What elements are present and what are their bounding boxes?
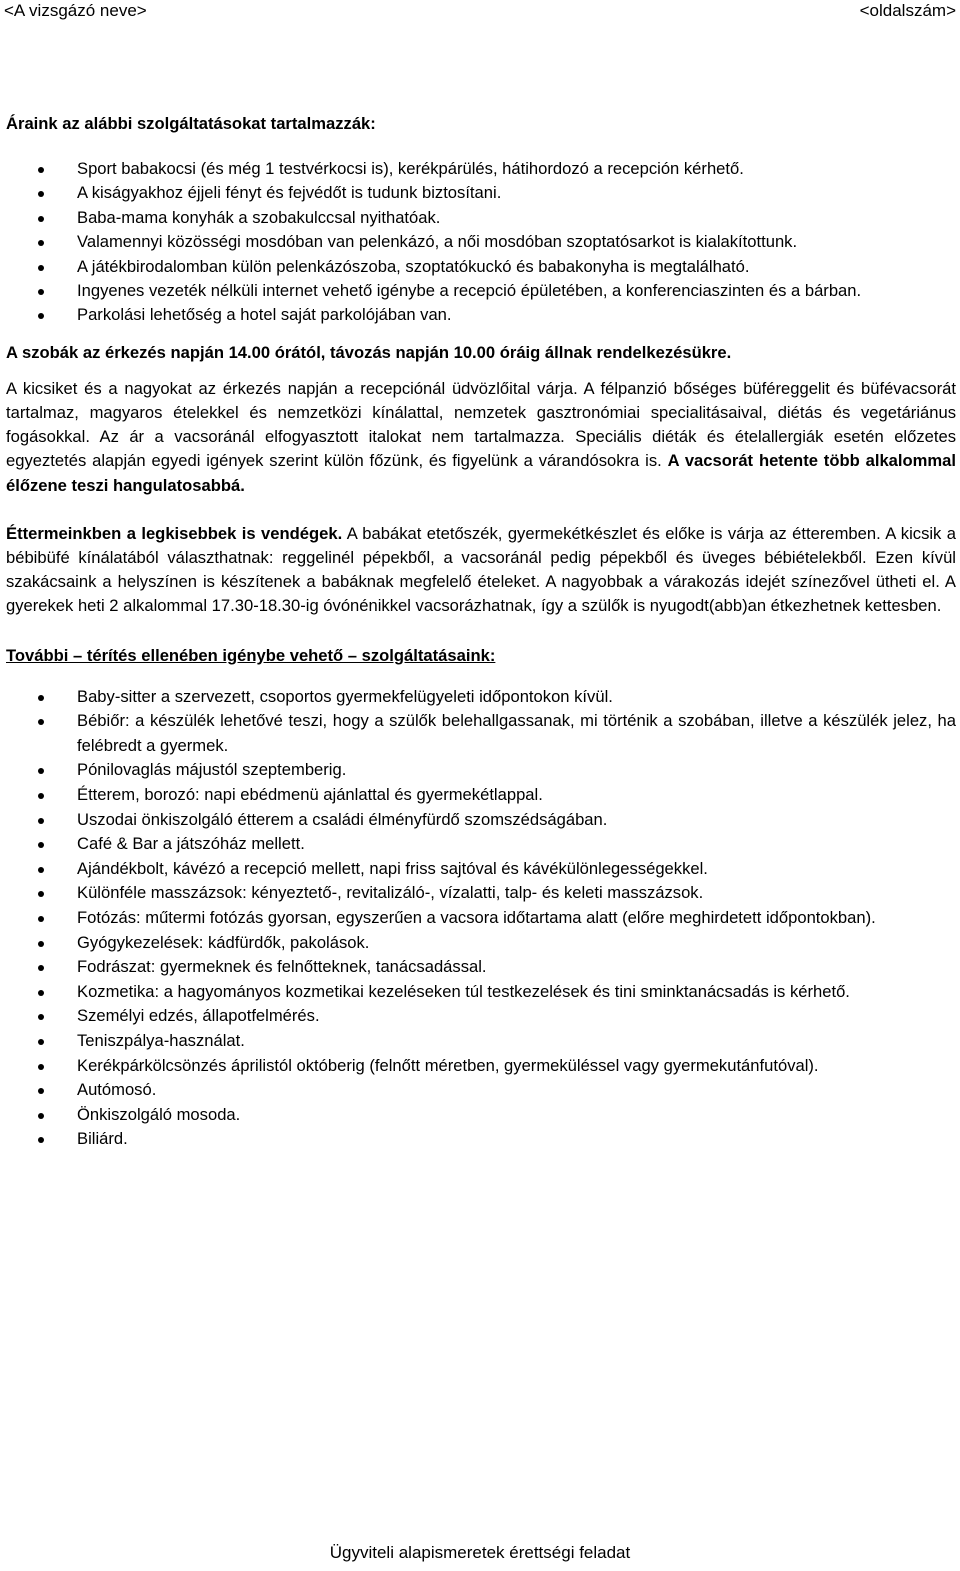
bullet-icon (38, 313, 44, 319)
page-footer: Ügyviteli alapismeretek érettségi feladat (329, 1543, 631, 1562)
list-item (6, 881, 956, 906)
list-item-text: A kiságyakhoz éjjeli fényt és fejvédőt is tudunk biztosítani. (77, 183, 502, 203)
list-item-text: Valamennyi közösségi mosdóban van pelenkázó, a női mosdóban szoptatósarkot is kialakítottunk. (77, 232, 798, 252)
list-item (6, 808, 956, 833)
list-item (6, 709, 956, 758)
page-number-placeholder: <oldalszám> (859, 1, 956, 20)
list-item-text: Café & Bar a játszóház mellett. (77, 834, 305, 854)
list-item-text: Bébiőr: a készülék lehetővé teszi, hogy a szülők belehallgassanak, mi történik a szobában, illetve a készülék jelez, ha felébredt a gyermek. (77, 711, 956, 755)
list-item (6, 230, 956, 254)
bullet-icon (38, 867, 44, 873)
bullet-icon (38, 818, 44, 824)
list-item-text: Kerékpárkölcsönzés áprilistól októberig (felnőtt méretben, gyermeküléssel vagy gyermekutánfutóval). (77, 1055, 819, 1075)
bullet-icon (38, 842, 44, 848)
bullet-icon (38, 1064, 44, 1070)
bullet-icon (38, 216, 44, 222)
list-item (6, 279, 956, 303)
bullet-icon (38, 891, 44, 897)
list-item (6, 980, 956, 1005)
bullet-icon (38, 916, 44, 922)
list-item (6, 255, 956, 279)
list-item-text: Teniszpálya-használat. (77, 1030, 245, 1050)
bullet-icon (38, 1113, 44, 1119)
list-item (6, 955, 956, 980)
list-item (6, 1127, 956, 1152)
list-item-text: Sport babakocsi (és még 1 testvérkocsi is), kerékpárülés, hátihordozó a recepción kérhető. (77, 159, 744, 178)
included-services-heading: Áraink az alábbi szolgáltatásokat tartalmazzák: (6, 114, 376, 133)
checkin-checkout-note: A szobák az érkezés napján 14.00 órától, távozás napján 10.00 óráig állnak rendelkezésükre. (6, 342, 732, 362)
list-item (6, 857, 956, 882)
list-item-text: Gyógykezelések: kádfürdők, pakolások. (77, 932, 370, 952)
list-item-text: Baba-mama konyhák a szobakulccsal nyithatóak. (77, 207, 441, 227)
list-item (6, 931, 956, 956)
list-item (6, 758, 956, 783)
bullet-icon (38, 1088, 44, 1094)
list-item-text: Kozmetika: a hagyományos kozmetikai kezeléseken túl testkezelések és tini sminktanácsadás is kérhető. (77, 981, 850, 1001)
list-item-text: A játékbirodalomban külön pelenkázószoba, szoptatókuckó és babakonyha is megtalálható. (77, 256, 750, 276)
included-services-list (6, 157, 956, 328)
bullet-icon (38, 1014, 44, 1020)
list-item (6, 783, 956, 808)
list-item-text: Fodrászat: gyermeknek és felnőtteknek, tanácsadással. (77, 957, 487, 977)
list-item (6, 1004, 956, 1029)
list-item-text: Baby-sitter a szervezett, csoportos gyermekfelügyeleti időpontokon kívül. (77, 686, 613, 706)
list-item-text: Ajándékbolt, kávézó a recepció mellett, napi friss sajtóval és kávékülönlegességekkel. (77, 858, 708, 878)
bullet-icon (38, 719, 44, 725)
list-item (6, 181, 956, 205)
bullet-icon (38, 990, 44, 996)
bullet-icon (38, 965, 44, 971)
bullet-icon (38, 265, 44, 271)
list-item-text: Pónilovaglás májustól szeptemberig. (77, 760, 347, 780)
list-item-text: Személyi edzés, állapotfelmérés. (77, 1006, 320, 1026)
paid-services-heading: További – térítés ellenében igénybe vehető – szolgáltatásaink: (6, 645, 496, 665)
list-item (6, 1054, 956, 1079)
list-item (6, 1103, 956, 1128)
list-item (6, 206, 956, 230)
restaurant-paragraph-bold: Éttermeinkben a legkisebbek is vendégek. (6, 523, 343, 543)
list-item-text: Uszodai önkiszolgáló étterem a családi élményfürdő szomszédságában. (77, 809, 608, 829)
restaurant-paragraph-text: A babákat etetőszék, gyermekétkészlet és előke is várja az étteremben. A kicsik a bébibüfé kínálatából választhatnak: reggelinél pépekből, a vacsoránál pedig pépekből és üveges bébiételekből. Ezen kívül szakácsaink a helyszínen is készítenek a babáknak megfelelő ételeket. A nagyobbak a várakozás idejét színezővel ütheti el. A gyerekek heti 2 alkalommal 17.30-18.30-ig óvónénikkel vacsorázhatnak, így a szülők is nyugodt(abb)an étkezhetnek kettesben. (6, 523, 957, 616)
page-header (4, 0, 956, 22)
bullet-icon (38, 240, 44, 246)
document-body (6, 111, 956, 1152)
examinee-name-placeholder: <A vizsgázó neve> (4, 1, 147, 20)
list-item-text: Ingyenes vezeték nélküli internet vehető igénybe a recepció épületében, a konferenciaszinten és a bárban. (77, 281, 862, 301)
board-paragraph-text: A kicsiket és a nagyokat az érkezés napján a recepciónál üdvözlőital várja. A félpanzió bőséges büféreggelit és büfévacsorát tartalmaz, magyaros ételekkel és nemzetközi kínálattal, nemzetek gasztronómiai specialitásaival, diétás és vegetáriánus fogásokkal. Az ár a vacsoránál elfogyasztott italokat nem tartalmazza. Speciális diéták és ételallergiák esetén előzetes egyeztetés alapján egyedi igények szerint külön főzünk, és figyelünk a várandósokra is. (6, 378, 956, 471)
bullet-icon (38, 1039, 44, 1045)
board-paragraph (6, 377, 956, 498)
bullet-icon (38, 289, 44, 295)
list-item-text: Biliárd. (77, 1129, 128, 1149)
bullet-icon (38, 1137, 44, 1143)
paid-services-list (6, 685, 956, 1152)
list-item (6, 906, 956, 931)
bullet-icon (38, 793, 44, 799)
list-item-text: Autómosó. (77, 1080, 157, 1100)
list-item (6, 685, 956, 710)
bullet-icon (38, 941, 44, 947)
list-item (6, 157, 956, 181)
list-item-text: Önkiszolgáló mosoda. (77, 1104, 241, 1124)
list-item-text: Különféle masszázsok: kényeztető-, revitalizáló-, vízalatti, talp- és keleti masszázsok. (77, 883, 704, 903)
bullet-icon (38, 695, 44, 701)
board-paragraph-bold: A vacsorát hetente több alkalommal élőzene teszi hangulatosabbá. (6, 451, 956, 495)
bullet-icon (38, 768, 44, 774)
list-item (6, 1029, 956, 1054)
list-item-text: Parkolási lehetőség a hotel saját parkolójában van. (77, 305, 452, 325)
bullet-icon (38, 191, 44, 197)
restaurant-paragraph (6, 522, 956, 619)
bullet-icon (38, 167, 44, 173)
list-item (6, 303, 956, 327)
list-item-text: Fotózás: műtermi fotózás gyorsan, egyszerűen a vacsora időtartama alatt (előre meghirdetett időpontokban). (77, 908, 876, 928)
list-item-text: Étterem, borozó: napi ebédmenü ajánlattal és gyermekétlappal. (77, 785, 543, 805)
list-item (6, 1078, 956, 1103)
list-item (6, 832, 956, 857)
